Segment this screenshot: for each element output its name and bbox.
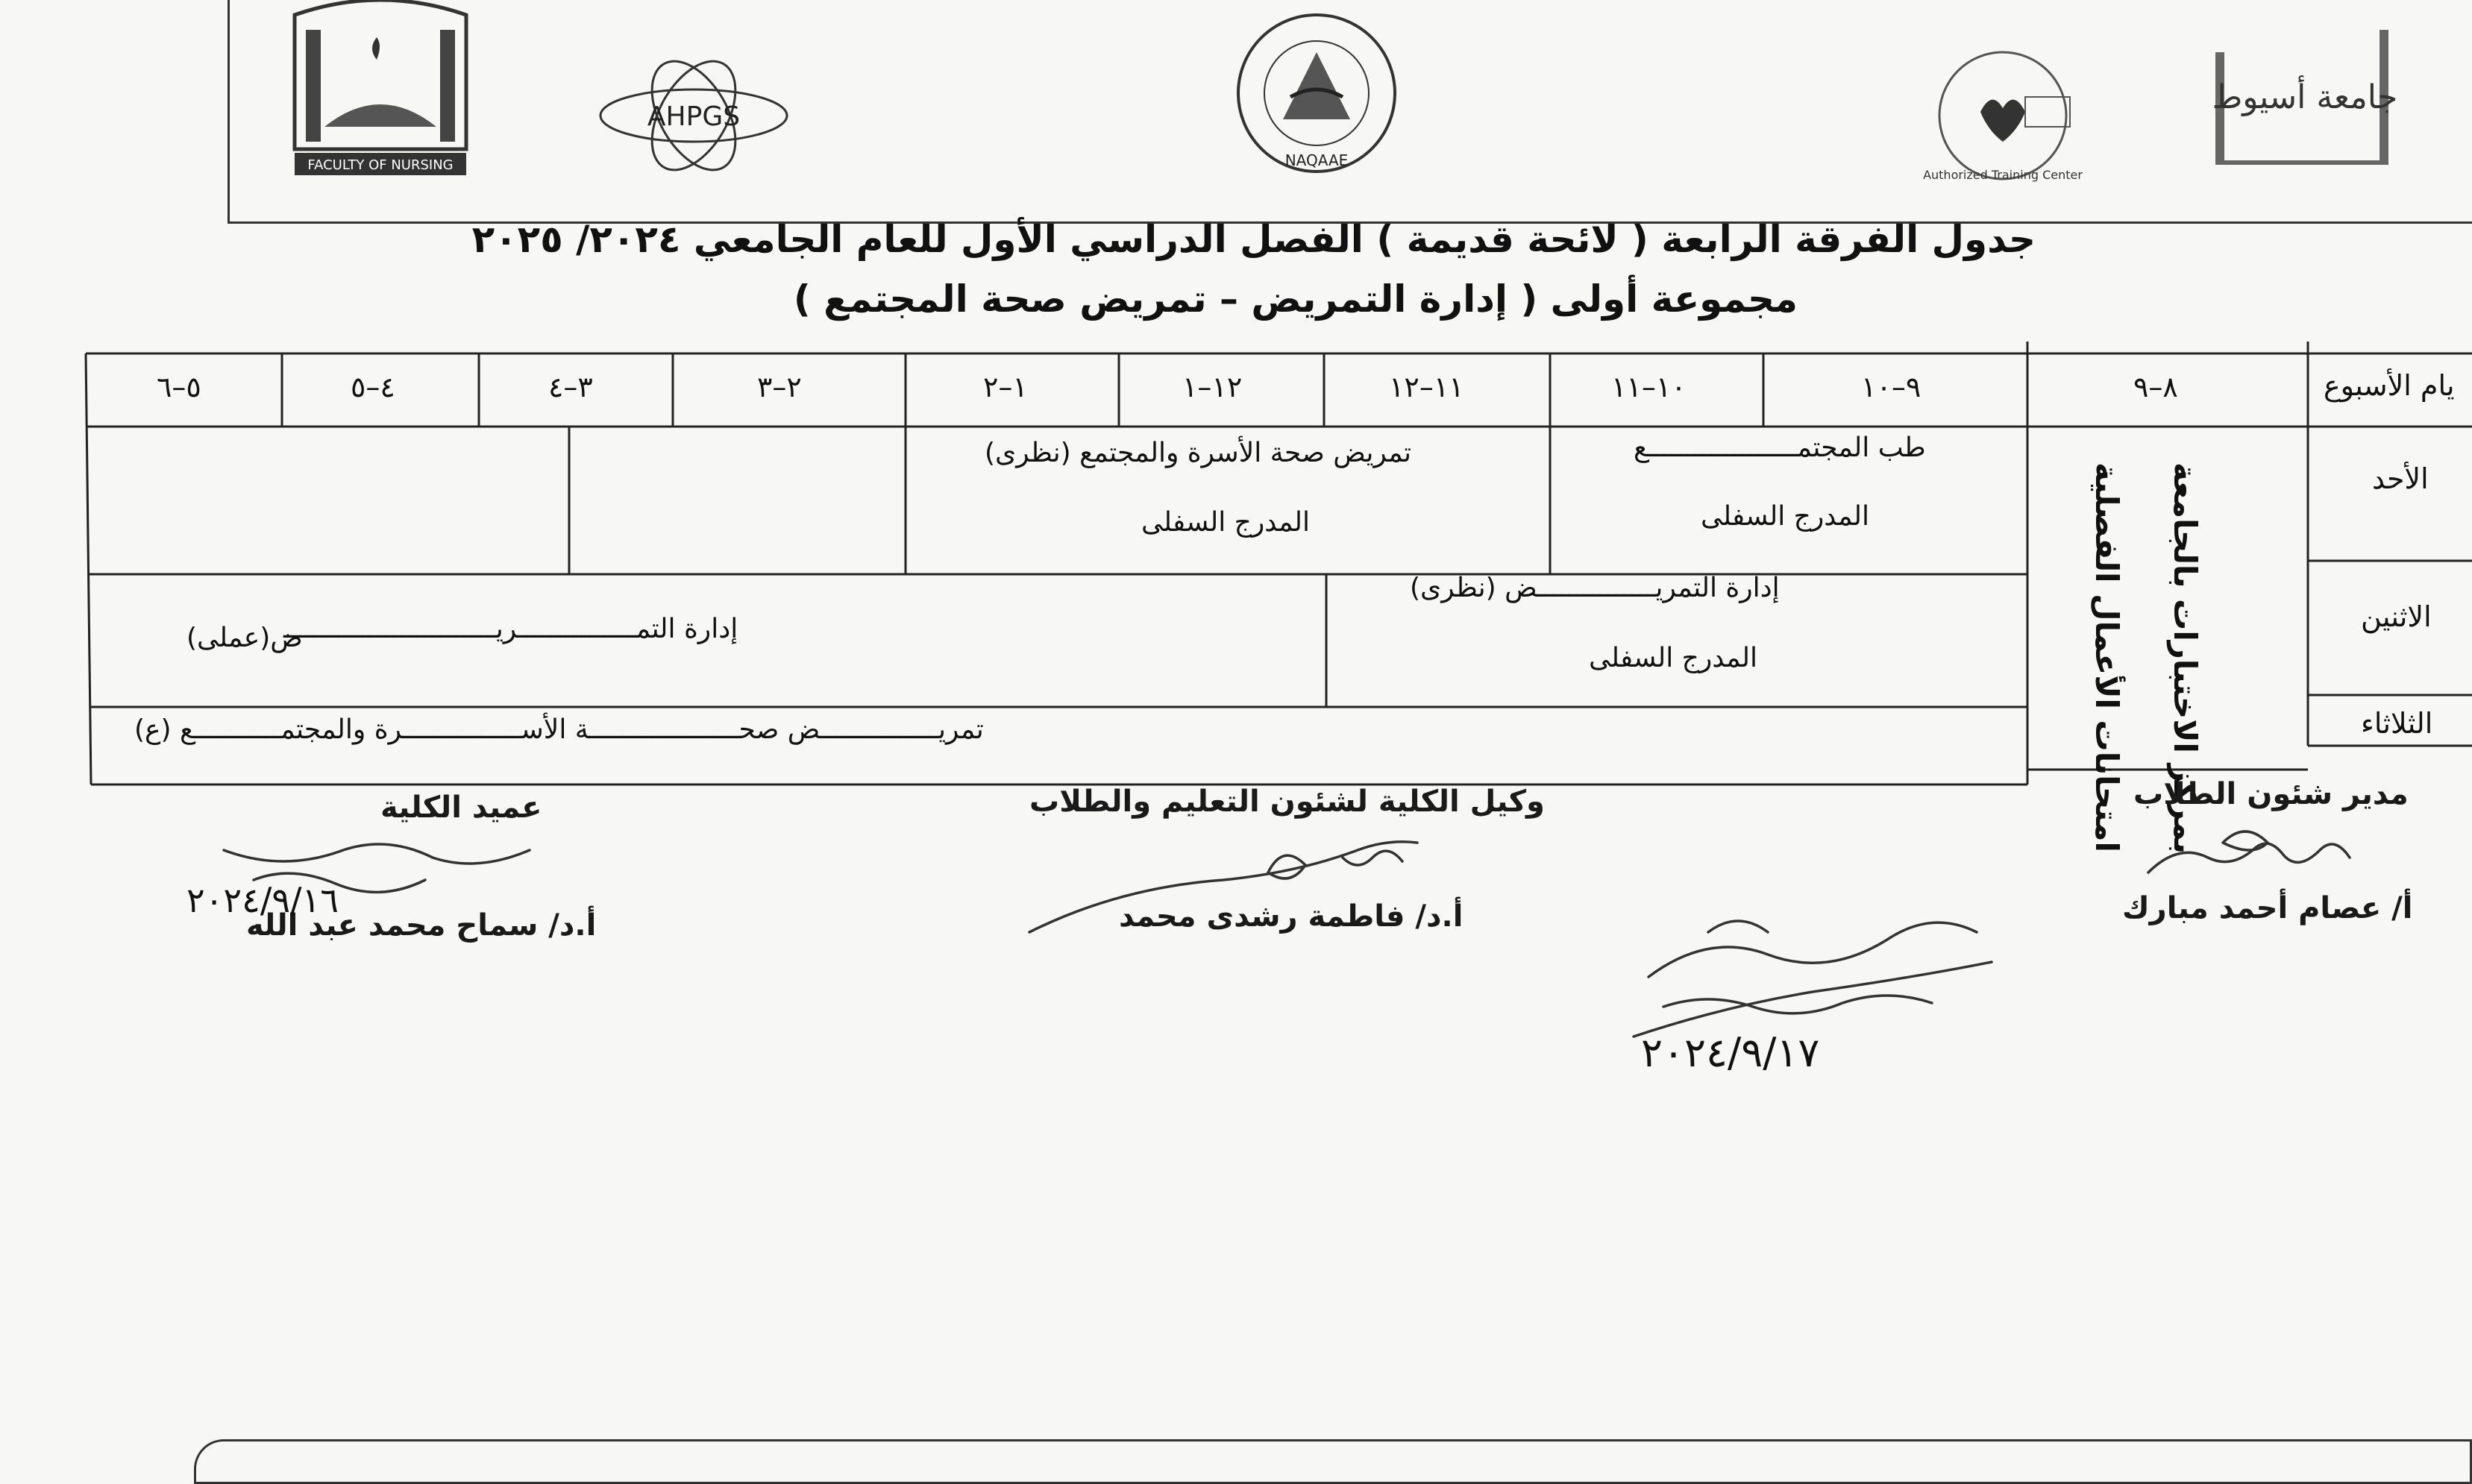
page-subtitle: مجموعة أولى ( إدارة التمريض – تمريض صحة المجتمع ) bbox=[793, 277, 1798, 321]
admin-theory-room: المدرج السفلى bbox=[1589, 643, 1757, 673]
admin-theory-course: إدارة التمريـــــــــــــــض (نظرى) bbox=[1410, 573, 1780, 603]
svg-text:NAQAAE: NAQAAE bbox=[1284, 151, 1349, 169]
footer-frame bbox=[194, 1439, 2472, 1484]
faculty-of-nursing-logo bbox=[272, 0, 489, 194]
time-header: ١١–١٢ bbox=[1389, 371, 1464, 403]
dean-signature-date: ٢٠٢٤/٩/١٦ bbox=[186, 880, 339, 920]
svg-text:AHPGS: AHPGS bbox=[647, 101, 741, 132]
assiut-university-logo bbox=[2200, 15, 2402, 186]
time-header: ١٢–١ bbox=[1182, 371, 1243, 403]
community-medicine-course: طب المجتمـــــــــــــــــــع bbox=[1634, 433, 1926, 463]
page-title: جدول الفرقة الرابعة ( لائحة قديمة ) الفصل الدراسي الأول للعام الجامعي ٢٠٢٤/ ٢٠٢٥ bbox=[471, 218, 2036, 261]
admin-practical-course-a: إدارة التمـــــــــــــــريـــــــــــــــــــــــــــ bbox=[283, 614, 738, 644]
time-header: ٥–٦ bbox=[157, 371, 201, 403]
svg-text:FACULTY OF NURSING: FACULTY OF NURSING bbox=[307, 157, 454, 173]
exam-note-line1: امتحانات الأعمال الفصلية bbox=[2089, 462, 2125, 852]
time-header: ٩–١٠ bbox=[1861, 371, 1922, 403]
time-header: ١٠–١١ bbox=[1611, 371, 1687, 403]
family-theory-room: المدرج السفلى bbox=[1141, 507, 1310, 538]
time-header: ٤–٥ bbox=[351, 371, 395, 403]
day-tuesday: الثلاثاء bbox=[2361, 707, 2433, 740]
family-practical-course: تمريـــــــــــــــض صحـــــــــــــــــــة الأســـــــــــــــرة والمجتمـــــــــــع (ع) bbox=[134, 714, 984, 745]
authorized-training-center-logo bbox=[1895, 45, 2111, 186]
community-medicine-room: المدرج السفلى bbox=[1701, 501, 1869, 532]
students-affairs-name: أ/ عصام أحمد مبارك bbox=[2122, 891, 2413, 925]
dean-name: أ.د/ سماح محمد عبد الله bbox=[246, 908, 597, 943]
time-header: ١–٢ bbox=[983, 371, 1028, 403]
time-header: ٣–٤ bbox=[548, 371, 593, 403]
dean-title: عميد الكلية bbox=[380, 790, 542, 825]
svg-text:جامعة أسيوط: جامعة أسيوط bbox=[2212, 78, 2398, 116]
ahpgs-logo bbox=[593, 52, 794, 179]
middle-handwritten-date: ٢٠٢٤/٩/١٧ bbox=[1641, 1029, 1820, 1076]
naqaae-logo bbox=[1179, 7, 1455, 179]
exam-note-line2: بمركز الاختبارات بالجامعة bbox=[2167, 462, 2203, 855]
time-header: ٨–٩ bbox=[2133, 371, 2178, 403]
svg-text:Authorized Training Center: Authorized Training Center bbox=[1923, 168, 2083, 182]
day-monday: الاثنين bbox=[2361, 600, 2432, 633]
family-theory-course: تمريض صحة الأسرة والمجتمع (نظرى) bbox=[985, 438, 1412, 468]
students-affairs-title: مدير شئون الطلاب bbox=[2133, 777, 2409, 811]
time-header: ٢–٣ bbox=[757, 371, 802, 403]
weekday-header: يام الأسبوع bbox=[2324, 369, 2455, 402]
day-sunday: الأحد bbox=[2372, 462, 2429, 495]
admin-practical-course-b: ض(عملى) bbox=[186, 623, 303, 653]
vice-dean-title: وكيل الكلية لشئون التعليم والطلاب bbox=[1029, 785, 1545, 819]
vice-dean-name: أ.د/ فاطمة رشدى محمد bbox=[1119, 899, 1464, 934]
